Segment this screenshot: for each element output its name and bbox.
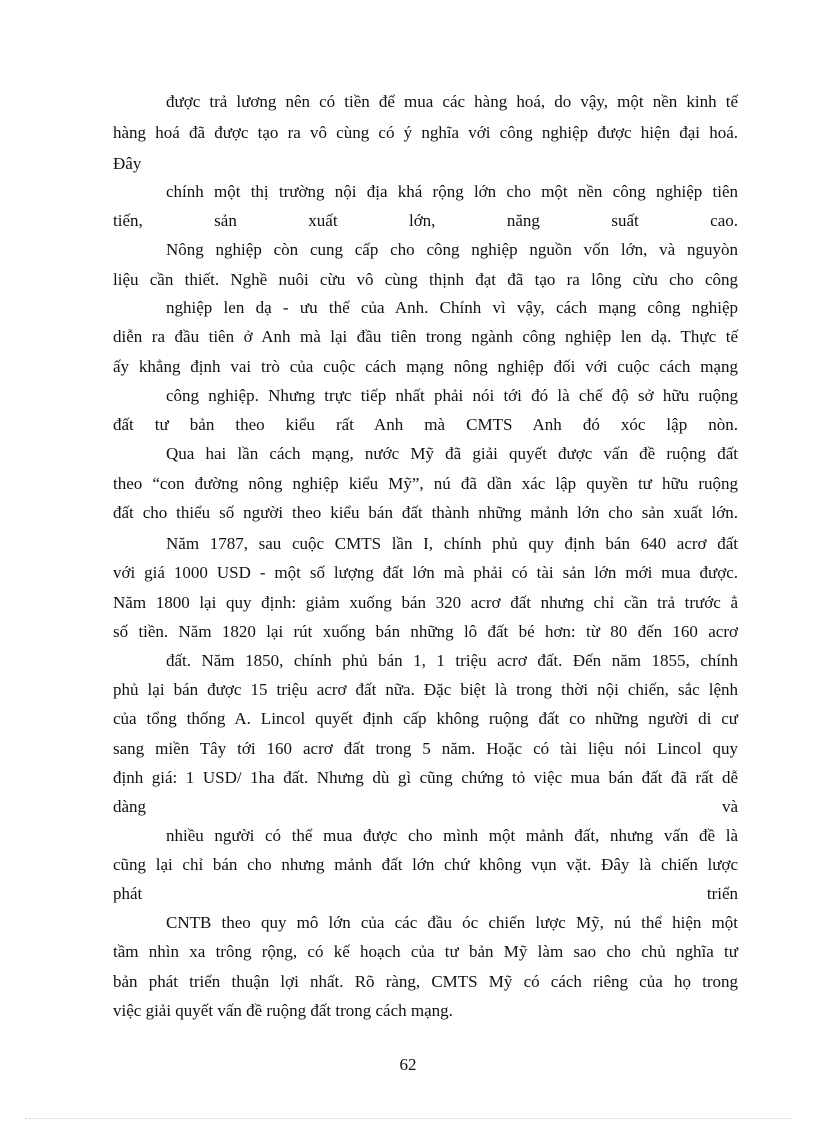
text-line: đất tư bản theo kiểu rất Anh mà CMTS Anh đó xóc lập nòn. [113,415,738,434]
text-line: phủ lại bán được 15 triệu acrơ đất nữa. Đặc biệt là trong thời nội chiến, sắc lệnh [113,680,738,699]
text-line: đất cho thiểu số người theo kiểu bán đất thành những mảnh lớn cho sản xuất lớn. [113,503,738,522]
text-line: định giá: 1 USD/ 1ha đất. Nhưng dù gì cũng chứng tỏ việc mua bán đất đã rất dễ [113,768,738,787]
text-line: theo “con đường nông nghiệp kiểu Mỹ”, nú đã dần xác lập quyền tư hữu ruộng [113,474,738,493]
text-line: chính một thị trường nội địa khá rộng lớn cho một nền công nghiệp tiên [166,182,738,201]
text-line: CNTB theo quy mô lớn của các đầu óc chiến lược Mỹ, nú thể hiện một [166,913,738,932]
text-line: nhiều người có thể mua được cho mình một mảnh đất, nhưng vấn đề là [166,826,738,845]
text-line: được trả lương nên có tiền để mua các hàng hoá, do vậy, một nền kinh tế [166,92,738,111]
text-line: Đây [113,154,142,173]
text-line: Năm 1800 lại quy định: giảm xuống bán 320 acrơ đất nhưng chỉ cần trả trước ẳ [113,593,738,612]
text-line: đất. Năm 1850, chính phủ bán 1, 1 triệu acrơ đất. Đến năm 1855, chính [166,651,738,670]
text-line: cũng lại chỉ bán cho nhưng mảnh đất lớn chứ không vụn vặt. Đây là chiến lược [113,855,738,874]
text-line: của tổng thống A. Lincol quyết định cấp không ruộng đất co những người di cư [113,709,738,728]
text-line: bản phát triển thuận lợi nhất. Rõ ràng, CMTS Mỹ có cách riêng của họ trong [113,972,738,991]
text-line: dàng và [113,797,738,816]
text-line: liệu cần thiết. Nghề nuôi cừu vô cùng thịnh đạt đã tạo ra lông cừu cho công [113,270,738,289]
page-number: 62 [399,1055,417,1074]
text-line: ấy khẳng định vai trò của cuộc cách mạng nông nghiệp đối với cuộc cách mạng [113,357,738,376]
text-line: Năm 1787, sau cuộc CMTS lần I, chính phủ quy định bán 640 acrơ đất [166,534,738,553]
text-line: hàng hoá đã được tạo ra vô cùng có ý nghĩa với công nghiệp được hiện đại hoá. [113,123,738,142]
text-line: tiến, sản xuất lớn, năng suất cao. [113,211,738,230]
text-line: phát triển [113,884,738,903]
text-line: công nghiệp. Nhưng trực tiếp nhất phải nói tới đó là chế độ sở hữu ruộng [166,386,738,405]
text-line: số tiền. Năm 1820 lại rút xuống bán những lô đất bé hơn: từ 80 đến 160 acrơ [113,622,738,641]
text-line: sang miền Tây tới 160 acrơ đất trong 5 năm. Hoặc có tài liệu nói Lincol quy [113,739,738,758]
text-line: Qua hai lần cách mạng, nước Mỹ đã giải quyết được vấn đề ruộng đất [166,444,738,463]
text-line: tầm nhìn xa trông rộng, có kế hoạch của tư bản Mỹ làm sao cho chủ nghĩa tư [113,942,738,961]
text-line: Nông nghiệp còn cung cấp cho công nghiệp nguồn vốn lớn, và nguyòn [166,240,738,259]
text-line: nghiệp len dạ - ưu thế của Anh. Chính vì vậy, cách mạng công nghiệp [166,298,738,317]
text-line: với giá 1000 USD - một số lượng đất lớn mà phải có tài sản lớn mới mua được. [113,563,738,582]
page-bottom-divider [25,1118,791,1119]
text-line: việc giải quyết vấn đề ruộng đất trong cách mạng. [113,1001,453,1020]
text-line: diễn ra đầu tiên ở Anh mà lại đầu tiên trong ngành công nghiệp len dạ. Thực tế [113,327,738,346]
